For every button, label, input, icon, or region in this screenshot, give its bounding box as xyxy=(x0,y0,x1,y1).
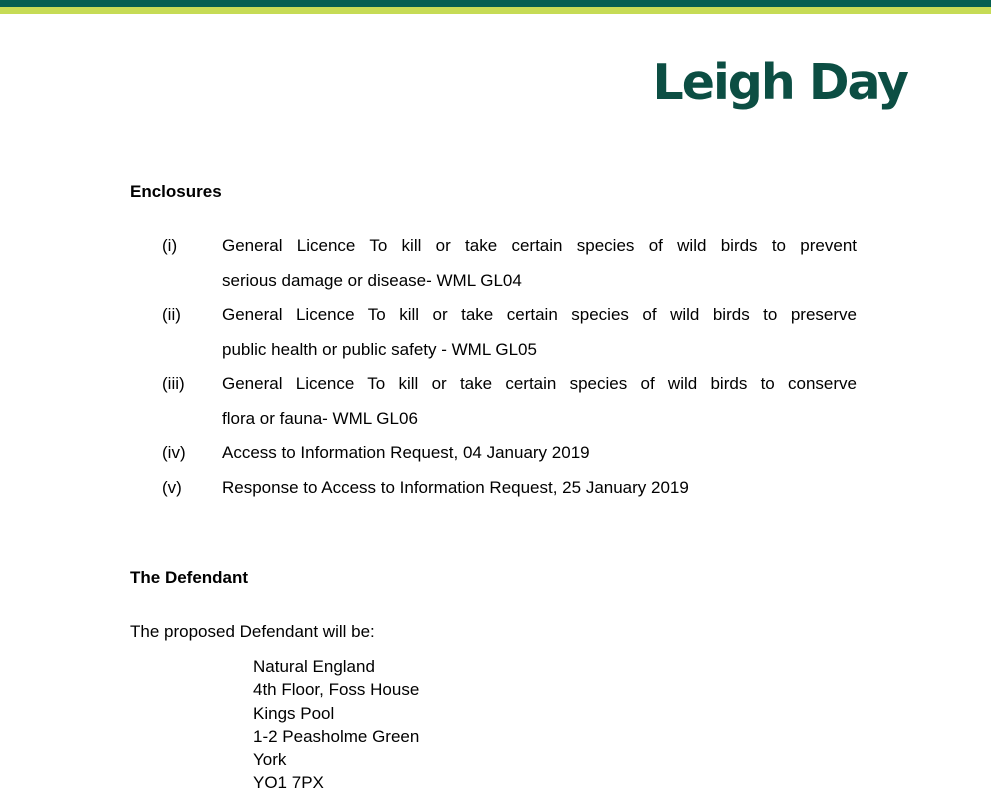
enclosure-text xyxy=(222,471,857,506)
address-line: 4th Floor, Foss House xyxy=(253,680,420,700)
defendant-heading: The Defendant xyxy=(130,568,249,587)
defendant-address xyxy=(253,655,419,795)
enclosure-line: Access to Information Request, 04 January 2019 xyxy=(222,443,590,462)
enclosure-marker: (iii) xyxy=(162,374,185,393)
address-line: Natural England xyxy=(253,657,375,676)
address-line: YO1 7PX xyxy=(253,773,324,793)
header-bar-green xyxy=(0,7,991,14)
enclosure-marker: (iv) xyxy=(162,443,186,462)
enclosure-item xyxy=(162,298,862,367)
enclosure-marker: (v) xyxy=(162,477,182,497)
defendant-intro: The proposed Defendant will be: xyxy=(130,622,375,641)
enclosure-line: General Licence To kill or take certain species of wild birds to prevent xyxy=(222,236,857,255)
enclosure-text xyxy=(222,436,857,471)
enclosure-line: General Licence To kill or take certain species of wild birds to preserve xyxy=(222,305,857,324)
enclosure-item xyxy=(162,229,862,298)
address-line: Kings Pool xyxy=(253,703,335,723)
header-bar-dark xyxy=(0,0,991,7)
enclosure-item xyxy=(162,367,862,436)
enclosure-marker: (ii) xyxy=(162,305,181,324)
address-line: 1-2 Peasholme Green xyxy=(253,726,420,746)
enclosure-line: flora or fauna- WML GL06 xyxy=(222,408,418,428)
enclosure-item xyxy=(162,471,862,506)
enclosure-item xyxy=(162,436,862,471)
enclosures-heading: Enclosures xyxy=(130,182,222,201)
enclosure-line: Response to Access to Information Request, 25 January 2019 xyxy=(222,477,689,497)
enclosure-marker: (i) xyxy=(162,236,178,255)
enclosures-list xyxy=(162,229,862,505)
enclosure-text xyxy=(222,367,857,436)
enclosure-line: serious damage or disease- WML GL04 xyxy=(222,270,522,290)
enclosure-text xyxy=(222,298,857,367)
address-line: York xyxy=(253,750,287,770)
enclosure-line: General Licence To kill or take certain species of wild birds to conserve xyxy=(222,374,857,393)
leigh-day-logo: Leigh Day xyxy=(652,54,907,111)
enclosure-text xyxy=(222,229,857,298)
enclosure-line: public health or public safety - WML GL05 xyxy=(222,339,537,359)
